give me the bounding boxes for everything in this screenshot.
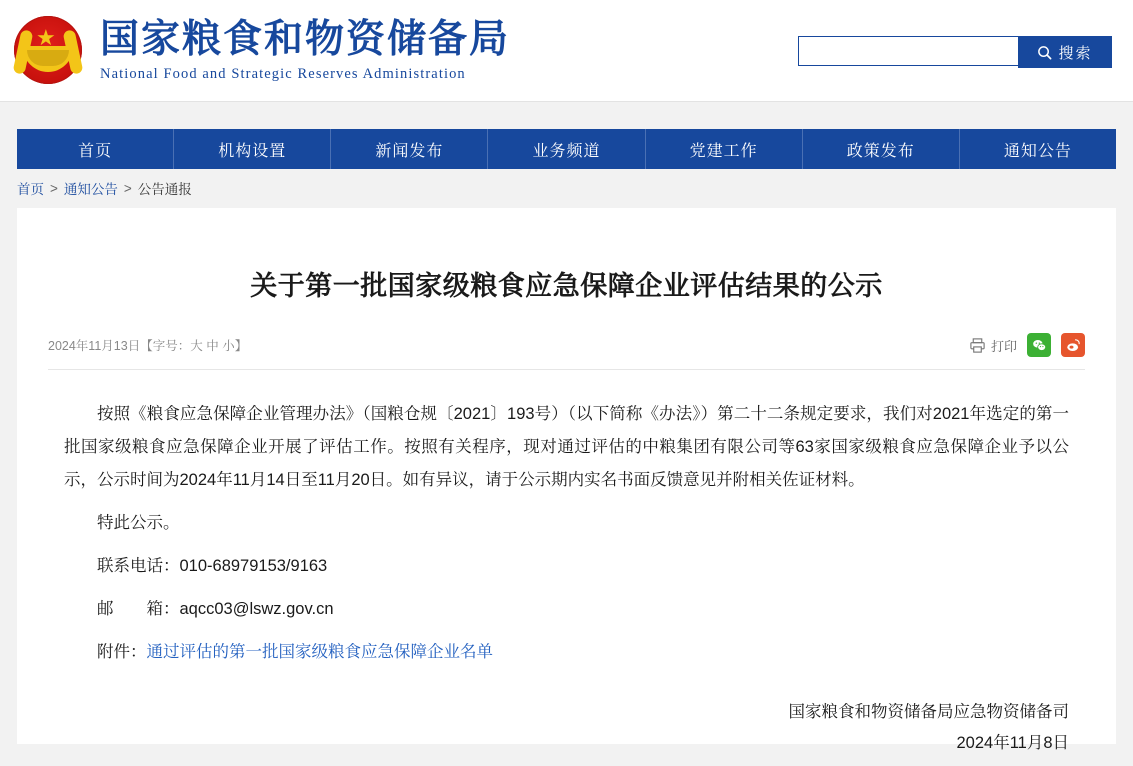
article-card — [17, 208, 1116, 752]
search-input[interactable] — [798, 36, 1018, 66]
contact-email: 邮 箱：aqcc03@lswz.gov.cn — [97, 600, 334, 618]
article-body — [64, 398, 1069, 669]
article-signature — [64, 697, 1069, 759]
breadcrumb — [17, 178, 192, 198]
nav-item-notices[interactable]: 通知公告 — [1003, 142, 1072, 160]
wechat-glyph-icon — [1032, 338, 1047, 353]
page-title: 关于第一批国家级粮食应急保障企业评估结果的公示 — [250, 271, 883, 301]
nav-item-news[interactable]: 新闻发布 — [331, 129, 488, 169]
fontsize-close-bracket: 】 — [234, 339, 248, 353]
site-title-cn: 国家粮食和物资储备局 — [100, 18, 511, 61]
printer-icon — [969, 337, 986, 354]
nav-item-home[interactable]: 首页 — [17, 129, 174, 169]
search-button-label: 搜索 — [1058, 44, 1093, 62]
fontsize-small-button[interactable]: 小 — [222, 339, 235, 353]
site-header — [0, 0, 1133, 102]
article-meta-right — [969, 333, 1085, 357]
weibo-glyph-icon — [1066, 338, 1081, 353]
article-paragraph-2: 特此公示。 — [97, 514, 180, 532]
search-bar — [798, 36, 1112, 68]
wechat-share-icon[interactable] — [1027, 333, 1051, 357]
national-emblem-icon: ★ — [14, 16, 84, 86]
signature-organization: 国家粮食和物资储备局应急物资储备司 — [788, 703, 1069, 721]
attachment-row — [64, 636, 1069, 669]
nav-item-organization[interactable]: 机构设置 — [174, 129, 331, 169]
site-title-en: National Food and Strategic Reserves Administration — [100, 66, 466, 82]
fontsize-label: 【字号： — [140, 339, 191, 353]
print-button[interactable] — [969, 336, 1017, 355]
signature-date: 2024年11月8日 — [956, 734, 1069, 752]
article-date: 2024年11月13日 — [48, 339, 141, 353]
attachment-link[interactable]: 通过评估的第一批国家级粮食应急保障企业名单 — [146, 643, 493, 661]
nav-item-party[interactable]: 党建工作 — [646, 129, 803, 169]
breadcrumb-home[interactable]: 首页 — [17, 182, 44, 197]
nav-item-business[interactable]: 业务频道 — [488, 129, 645, 169]
main-nav — [17, 129, 1116, 169]
weibo-share-icon[interactable] — [1061, 333, 1085, 357]
print-label: 打印 — [990, 338, 1017, 354]
contact-phone: 联系电话：010-68979153/9163 — [97, 557, 328, 575]
breadcrumb-notices[interactable]: 通知公告 — [63, 182, 118, 197]
nav-item-policy[interactable]: 政策发布 — [803, 129, 960, 169]
fontsize-large-button[interactable]: 大 — [190, 339, 203, 353]
article-meta-left — [48, 336, 247, 354]
breadcrumb-current: 公告通报 — [137, 182, 192, 197]
fontsize-medium-button[interactable]: 中 — [206, 339, 219, 353]
article-meta — [48, 333, 1085, 370]
search-icon — [1037, 45, 1052, 60]
breadcrumb-separator-1: > — [50, 180, 58, 196]
breadcrumb-separator-2: > — [123, 180, 132, 196]
attachment-label: 附件： — [97, 643, 147, 661]
search-button[interactable] — [1018, 36, 1112, 68]
article-paragraph-1: 按照《粮食应急保障企业管理办法》（国粮仓规〔2021〕193号）（以下简称《办法》）第二十二条规定要求，我们对2021年选定的第一批国家级粮食应急保障企业开展了评估工作。按照有关程序，现对通过评估的中粮集团有限公司等63家国家级粮食应急保障企业予以公示，公示时间为2024年11月14日至11月20日。如有异议，请于公示期内实名书面反馈意见并附相关佐证材料。 — [64, 405, 1069, 489]
site-title — [100, 18, 510, 83]
